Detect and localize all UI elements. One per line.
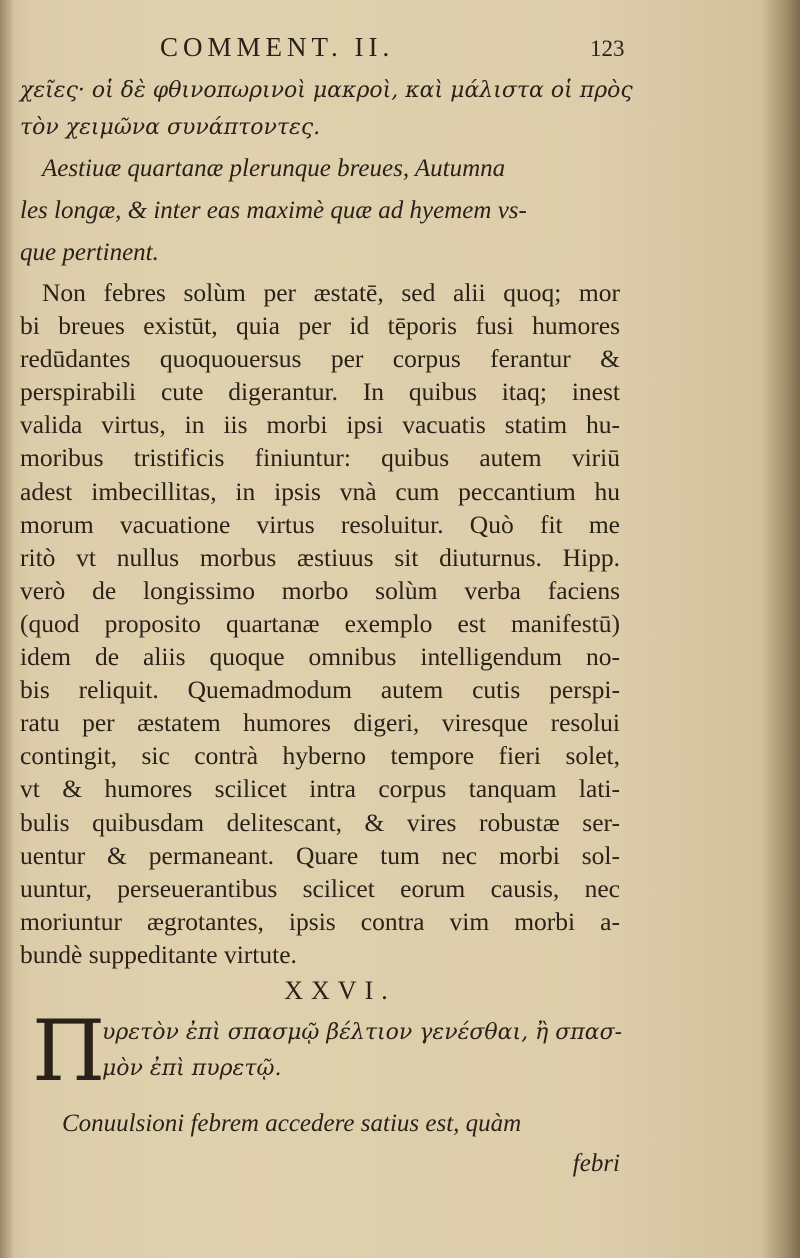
greek-line: μὸν ἐπὶ πυρετῷ.: [102, 1055, 282, 1081]
book-gutter: [762, 0, 800, 1258]
greek-line: χεῖες· οἱ δὲ φθινοπωρινοὶ μακροὶ, καὶ μάλιστα οἱ πρὸς: [20, 78, 633, 103]
commentary-line: idem de aliis quoque omnibus intelligendum no-: [20, 642, 620, 672]
latin-line: que pertinent.: [20, 239, 159, 266]
greek-aphorism-2: [20, 1001, 623, 1100]
latin-aphorism: [20, 148, 620, 274]
commentary-line: moriuntur ægrotantes, ipsis contra vim morbi a-: [20, 906, 620, 936]
commentary-line: verò de longissimo morbo solùm verba faciens: [20, 575, 620, 605]
catchword: febri: [572, 1149, 620, 1177]
latin-aphorism-2: [20, 1103, 620, 1145]
commentary-line: adest imbecillitas, in ipsis vnà cum peccantium hu: [20, 476, 620, 506]
latin-line: Conuulsioni febrem accedere satius est, quàm: [62, 1109, 522, 1137]
commentary-line: morum vacuatione virtus resoluitur. Quò fit me: [20, 509, 620, 539]
drop-cap: Π: [32, 1001, 106, 1100]
commentary-line: Non febres solùm per æstatē, sed alii quoq; mor: [42, 278, 620, 307]
running-head-title: COMMENT. II.: [160, 32, 395, 62]
commentary-line: perspirabili cute digerantur. In quibus itaq; inest: [20, 377, 620, 407]
commentary-line: uentur & permaneant. Quare tum nec morbi sol-: [20, 840, 620, 870]
commentary-line: vt & humores scilicet intra corpus tanquam lati-: [20, 774, 620, 804]
greek-line: υρετὸν ἐπὶ σπασμῷ βέλτιον γενέσθαι, ἢ σπασ-: [102, 1019, 623, 1045]
book-page: [20, 26, 633, 1183]
commentary-line: redūdantes quoquouersus per corpus ferantur &: [20, 344, 620, 374]
greek-aphorism-2-text: [102, 1015, 623, 1087]
commentary-line: (quod proposito quartanæ exemplo est manifestū): [20, 608, 620, 638]
running-head: [20, 26, 625, 72]
page-number: 123: [590, 36, 625, 61]
section-number: XXVI.: [284, 975, 396, 1005]
latin-line: Aestiuæ quartanæ plerunque breues, Autumna: [42, 155, 506, 182]
commentary-line: ritò vt nullus morbus æstiuus sit diuturnus. Hipp.: [20, 542, 620, 572]
commentary-line: bi breues existūt, quia per id tēporis fusi humores: [20, 311, 620, 341]
latin-line: les longæ, & inter eas maximè quæ ad hyemem vs-: [20, 197, 527, 224]
commentary-line: bulis quibusdam delitescant, & vires robustæ ser-: [20, 807, 620, 837]
commentary-line: bundè suppeditante virtute.: [20, 939, 297, 969]
commentary-line: moribus tristificis finiuntur: quibus autem viriū: [20, 443, 620, 473]
commentary-line: uuntur, perseuerantibus scilicet eorum causis, nec: [20, 873, 620, 903]
commentary-line: bis reliquit. Quemadmodum autem cutis perspi-: [20, 675, 620, 705]
commentary-line: ratu per æstatem humores digeri, viresque resolui: [20, 708, 620, 738]
greek-line: τὸν χειμῶνα συνάπτοντες.: [20, 115, 321, 140]
commentary-line: valida virtus, in iis morbi ipsi vacuatis statim hu-: [20, 410, 620, 440]
page-edge-shadow: [0, 0, 14, 1258]
commentary-line: contingit, sic contrà hyberno tempore fieri solet,: [20, 741, 620, 771]
commentary-paragraph: [20, 276, 620, 971]
greek-aphorism: [20, 72, 633, 146]
